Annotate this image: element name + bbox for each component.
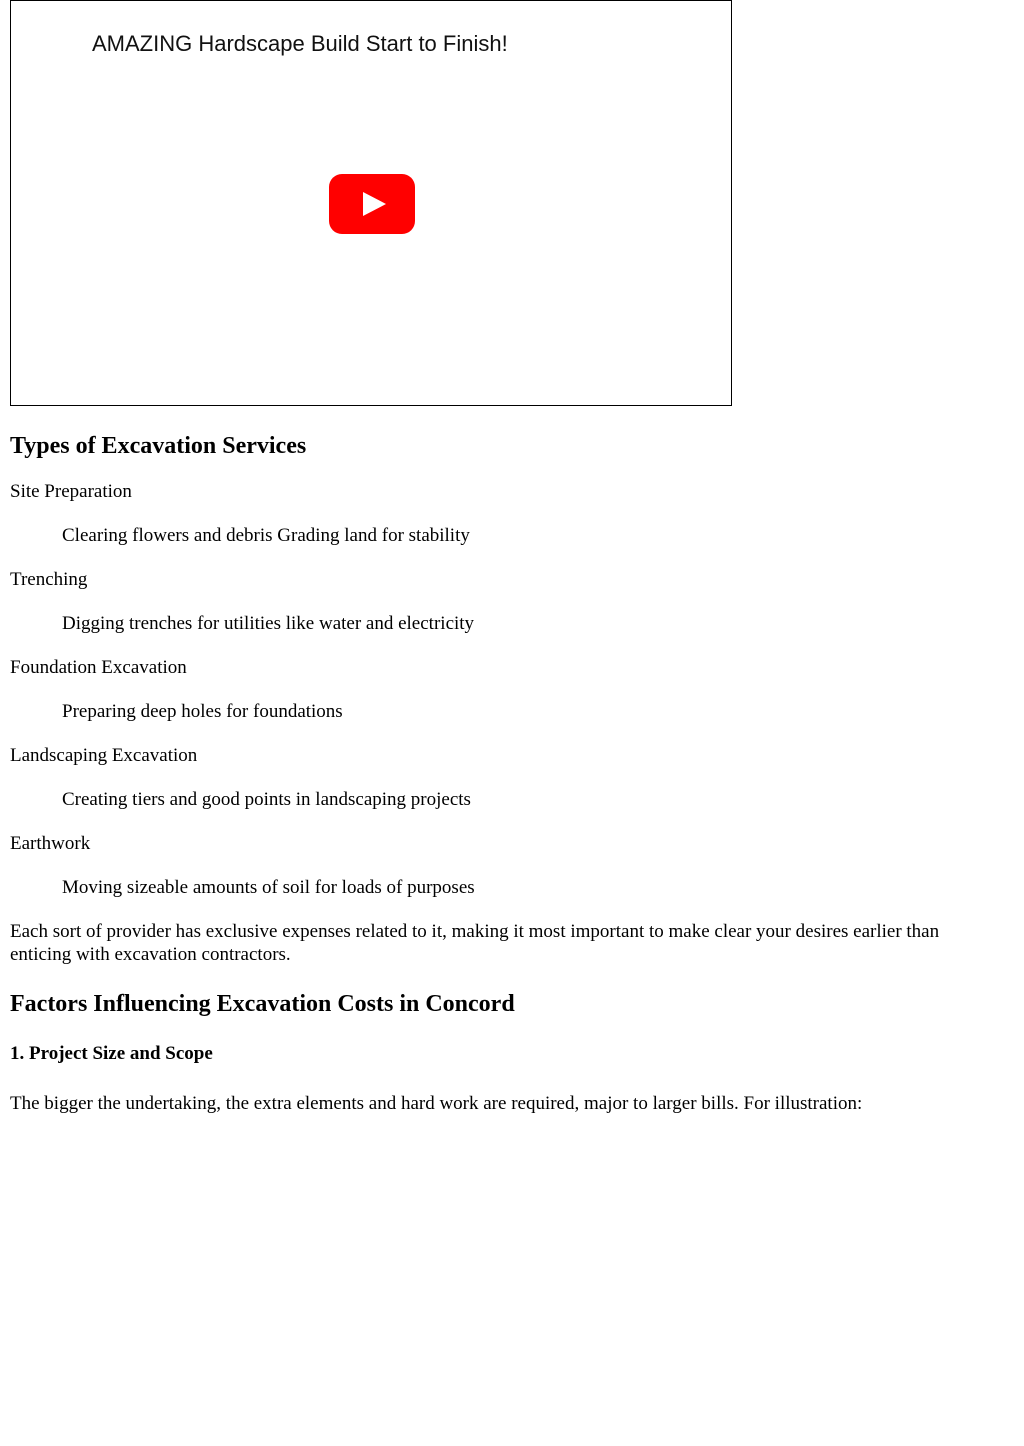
play-button[interactable] <box>329 174 415 234</box>
service-term: Foundation Excavation <box>10 657 187 678</box>
video-title[interactable]: AMAZING Hardscape Build Start to Finish! <box>92 31 508 56</box>
subheading-project-size: 1. Project Size and Scope <box>10 1043 213 1064</box>
service-term: Trenching <box>10 569 88 590</box>
service-description: Clearing flowers and debris Grading land for stability <box>62 525 470 546</box>
services-summary-paragraph: Each sort of provider has exclusive expenses related to it, making it most important to make clear your desires earlier than enticing with excavation contractors. <box>10 921 940 965</box>
service-term: Site Preparation <box>10 481 132 502</box>
section-heading-types: Types of Excavation Services <box>10 433 307 459</box>
article-body <box>10 418 995 1136</box>
service-term: Earthwork <box>10 833 91 854</box>
service-description: Moving sizeable amounts of soil for loads of purposes <box>62 877 475 898</box>
service-description: Creating tiers and good points in landscaping projects <box>62 789 471 810</box>
section-heading-factors: Factors Influencing Excavation Costs in Concord <box>10 991 515 1017</box>
project-size-paragraph: The bigger the undertaking, the extra elements and hard work are required, major to larger bills. For illustration: <box>10 1093 863 1114</box>
service-term: Landscaping Excavation <box>10 745 198 766</box>
service-description: Preparing deep holes for foundations <box>62 701 343 722</box>
service-description: Digging trenches for utilities like water and electricity <box>62 613 475 634</box>
youtube-play-icon <box>329 174 415 234</box>
video-embed[interactable] <box>10 0 732 406</box>
services-list <box>10 480 995 899</box>
